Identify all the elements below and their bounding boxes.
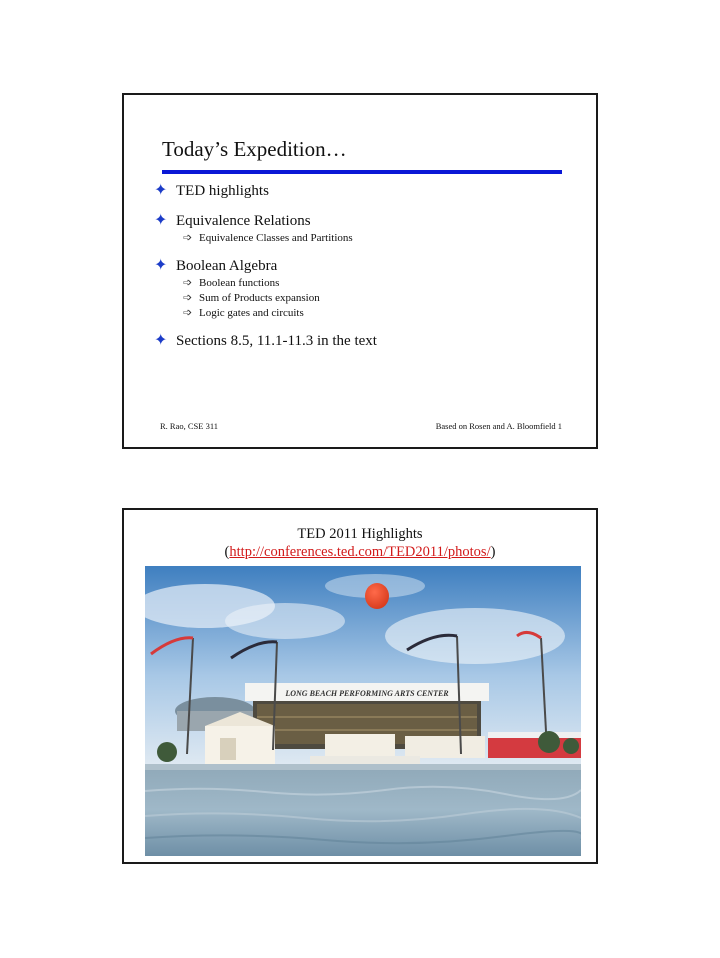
link-line (124, 543, 596, 561)
link-prefix: ( (224, 544, 230, 560)
sub-text: Sum of Products expansion (199, 292, 320, 304)
right-arrow-icon: ➩ (183, 292, 193, 304)
right-arrow-icon: ➩ (183, 277, 193, 289)
bullet-text: Equivalence Relations (176, 213, 311, 229)
venue-photo-illustration (145, 566, 581, 856)
four-point-star-icon: ✦ (154, 257, 168, 274)
sub-item (140, 231, 580, 246)
bullet-text: Sections 8.5, 11.1-11.3 in the text (176, 333, 377, 349)
four-point-star-icon: ✦ (154, 182, 168, 199)
bullet-item (140, 256, 580, 276)
venue-sign: LONG BEACH PERFORMING ARTS CENTER (285, 689, 449, 698)
slide-2 (122, 508, 598, 864)
footer-author: R. Rao, CSE 311 (160, 421, 219, 431)
bullet-item (140, 211, 580, 231)
sub-item (140, 276, 580, 291)
sub-text: Logic gates and circuits (199, 307, 304, 319)
sub-text: Equivalence Classes and Partitions (199, 232, 353, 244)
right-arrow-icon: ➩ (183, 307, 193, 319)
slide-title: Today’s Expedition… (162, 137, 347, 161)
sub-item (140, 291, 580, 306)
bullet-text: Boolean Algebra (176, 258, 278, 274)
slide-1 (122, 93, 598, 449)
footer-credit: Based on Rosen and A. Bloomfield 1 (435, 421, 562, 431)
sub-item (140, 306, 580, 321)
four-point-star-icon: ✦ (154, 332, 168, 349)
venue-photo (145, 566, 581, 856)
bullet-item (140, 331, 580, 351)
link-suffix: ) (490, 544, 496, 560)
slide-title: TED 2011 Highlights (297, 526, 423, 542)
bullet-item (140, 181, 580, 201)
title-underline (162, 170, 562, 174)
bullet-text: TED highlights (176, 183, 269, 199)
photos-link[interactable]: http://conferences.ted.com/TED2011/photos/ (229, 544, 491, 560)
right-arrow-icon: ➩ (183, 232, 193, 244)
sub-text: Boolean functions (199, 277, 280, 289)
bullet-list (140, 181, 580, 349)
four-point-star-icon: ✦ (154, 212, 168, 229)
